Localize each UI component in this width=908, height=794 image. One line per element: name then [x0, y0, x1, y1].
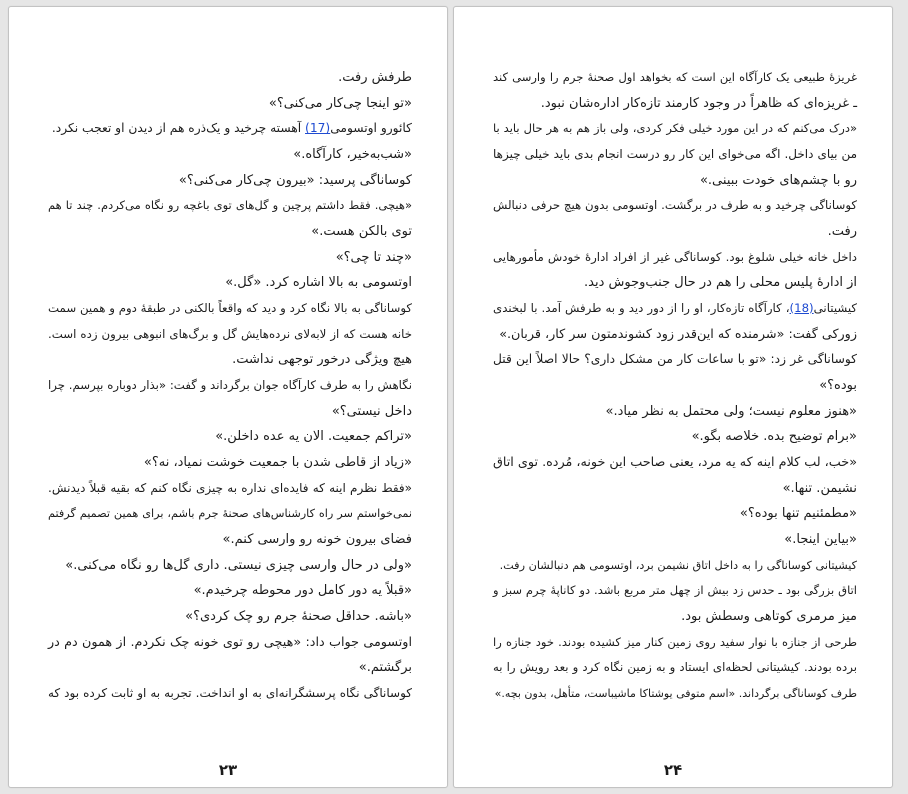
text-line: ـ غریزه‌ای که ظاهراً در وجود کارمند تازه‌کار اداره‌شان نبود.: [540, 95, 857, 111]
text-line: [493, 296, 857, 322]
text-line: نمی‌خواستم سر راه کارشناس‌های صحنهٔ جرم باشم، برای همین تصمیم گرفتم: [48, 507, 412, 521]
text-line: برده بودند. کیشیتانی لحظه‌ای ایستاد و به زمین نگاه کرد و بعد رویش را به: [493, 660, 857, 675]
text-line: کوساناگی غر زد: «تو با ساعات کار من مشکل داری؟ حالا اصلاً این قتل: [493, 352, 857, 367]
text-segment: کیشیتانی: [813, 301, 857, 316]
text-line: رفت.: [827, 224, 857, 240]
text-line: «هنوز معلوم نیست؛ ولی محتمل به نظر میاد.»: [605, 403, 857, 419]
text-line: میز مرمری کوتاهی وسطش بود.: [681, 609, 857, 625]
text-segment: ، کارآگاه تازه‌کار، او را از دور دید و به طرفش آمد. با لبخندی: [493, 301, 790, 316]
text-line: «فقط نظرم اینه که فایده‌ای نداره به چیزی نگاه کنم که بقیه قبلاً دیدنش.: [48, 480, 412, 495]
text-line: زورکی گفت: «شرمنده که این‌قدر زود کشوندمتون سر کار، قربان.»: [499, 326, 857, 342]
text-line: «برام توضیح بده. خلاصه بگو.»: [691, 429, 857, 445]
text-line: «خب، لب کلام اینه که یه مرد، یعنی صاحب این خونه، مُرده. توی اتاق: [492, 455, 857, 471]
text-line: توی بالکن هست.»: [311, 224, 412, 240]
text-line: «چند تا چی؟»: [335, 249, 412, 265]
text-line: هیچ ویژگی درخور توجهی نداشت.: [232, 352, 412, 368]
text-line: «مطمئنیم تنها بوده؟»: [739, 506, 857, 522]
text-line: کیشیتانی کوساناگی را به داخل اتاق نشیمن برد، اوتسومی هم دنبالشان رفت.: [499, 558, 857, 572]
text-line: کوساناگی چرخید و به طرف در برگشت. اوتسومی بدون هیچ حرفی دنبالش: [493, 198, 857, 213]
text-line: بوده؟»: [819, 378, 857, 394]
text-line: اوتسومی به بالا اشاره کرد. «گل.»: [225, 275, 412, 291]
text-line: طرفش رفت.: [338, 70, 412, 85]
text-line: فضای بیرون خونه رو وارسی کنم.»: [222, 532, 412, 548]
text-line: «باشه. حداقل صحنهٔ جرم رو چک کردی؟»: [185, 609, 412, 625]
book-page-right: [453, 6, 893, 788]
text-line: «هیچی. فقط داشتم پرچین و گل‌های توی باغچه رو نگاه می‌کردم. چند تا هم: [48, 198, 412, 213]
text-line: طرف کوساناگی برگرداند. «اسم متوفی یوشتاکا ماشیباست، متأهل، بدون بچه.»: [494, 687, 857, 701]
text-line: خانه هست که از لابه‌لای نرده‌هایش گل و برگ‌های انبوهی بیرون زده است.: [48, 326, 412, 341]
footnote-link[interactable]: (17): [305, 121, 331, 136]
text-line: کوساناگی به بالا نگاه کرد و دید که واقعاً بالکنی در طبقهٔ دوم و همین سمت: [48, 301, 412, 316]
text-line: کوساناگی پرسید: «بیرون چی‌کار می‌کنی؟»: [178, 172, 412, 188]
text-line: از ادارهٔ پلیس محلی را هم در حال جنب‌وجوش دید.: [584, 275, 857, 291]
text-line: «ولی در حال وارسی چیزی نیستی. داری گل‌ها رو نگاه می‌کنی.»: [65, 557, 412, 573]
text-line: «شب‌به‌خیر، کارآگاه.»: [293, 147, 412, 163]
page-number: ۲۳: [218, 761, 238, 779]
footnote-link[interactable]: (18): [789, 301, 814, 316]
text-line: «تراکم جمعیت. الان یه عده داخلن.»: [215, 429, 412, 445]
text-segment: کائورو اوتسومی: [330, 121, 412, 136]
text-line: «تو اینجا چی‌کار می‌کنی؟»: [268, 95, 412, 111]
page-number: ۲۴: [663, 761, 683, 779]
text-line: «درک می‌کنم که در این مورد خیلی فکر کردی، ولی باز هم به هر حال باید با: [493, 121, 857, 136]
page-text: [48, 65, 412, 707]
text-line: [48, 116, 412, 142]
text-line: اوتسومی جواب داد: «هیچی رو توی خونه چک نکردم. از همون دم در: [48, 634, 412, 650]
text-line: داخل نیستی؟»: [331, 403, 412, 419]
text-line: نشیمن. تنها.»: [782, 480, 857, 496]
text-line: اتاق بزرگی بود ـ حدس زد بیش از چهل متر مربع باشد. دو کاناپهٔ چرم سبز و: [493, 583, 857, 598]
text-line: کوساناگی نگاه پرسشگرانه‌ای به او انداخت. تجربه به او ثابت کرده بود که: [48, 686, 412, 701]
text-line: غریزهٔ طبیعی یک کارآگاه این است که بخواهد اول صحنهٔ جرم را وارسی کند: [493, 70, 857, 84]
text-line: من بیای داخل. اگه می‌خوای این کار رو درست انجام بدی باید خیلی چیزها: [493, 147, 857, 162]
text-line: رو با چشم‌های خودت ببینی.»: [699, 172, 857, 188]
text-line: «قبلاً یه دور کامل دور محوطه چرخیدم.»: [193, 583, 412, 599]
book-page-left: [8, 6, 448, 788]
text-line: طرحی از جنازه با نوار سفید روی زمین کنار میز کشیده بودند. خود جنازه را: [493, 634, 857, 649]
text-line: «بیاین اینجا.»: [784, 532, 857, 548]
text-line: نگاهش را به طرف کارآگاه جوان برگرداند و گفت: «بذار دوباره بپرسم. چرا: [48, 378, 412, 393]
text-line: داخل خانه خیلی شلوغ بود. کوساناگی غیر از افراد ادارهٔ خودش مأمورهایی: [493, 249, 857, 264]
page-text: [493, 65, 857, 707]
text-line: برگشتم.»: [358, 660, 412, 676]
text-segment: آهسته چرخید و یک‌ذره هم از دیدن او تعجب نکرد.: [51, 121, 306, 136]
text-line: «زیاد از قاطی شدن با جمعیت خوشت نمیاد، نه؟»: [143, 455, 412, 471]
